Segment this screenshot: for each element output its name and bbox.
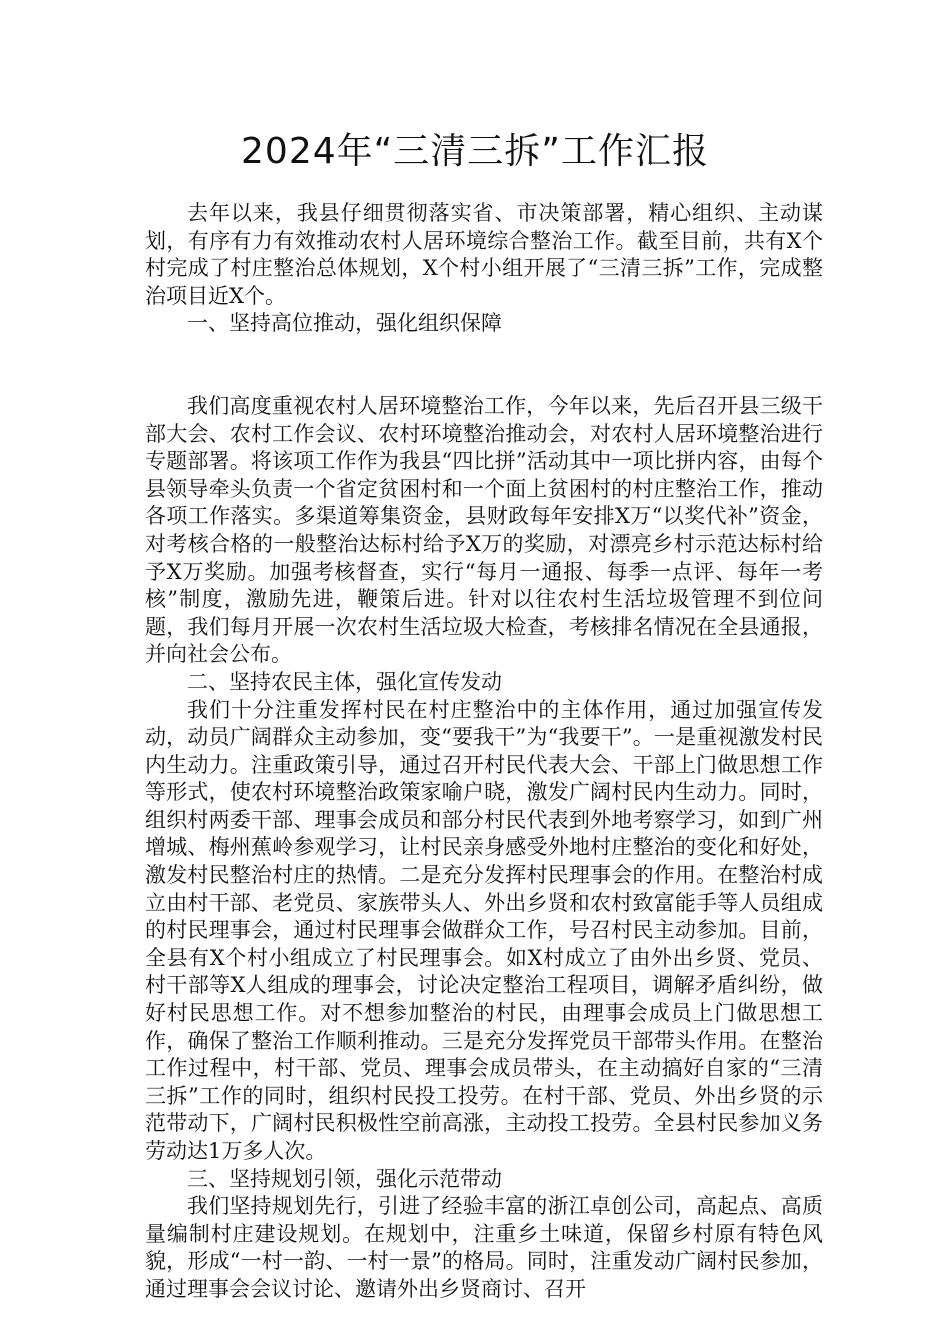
blank-gap — [145, 338, 823, 393]
section-3-heading: 三、坚持规划引领，强化示范带动 — [187, 1166, 502, 1191]
section-1-heading: 一、坚持高位推动，强化组织保障 — [187, 311, 502, 336]
document-body — [145, 200, 823, 1304]
document-title: 2024年“三清三拆”工作汇报 — [241, 131, 709, 172]
section-2-heading: 二、坚持农民主体，强化宣传发动 — [187, 669, 502, 694]
section-1-paragraph: 我们高度重视农村人居环境整治工作，今年以来，先后召开县三级干部大会、农村工作会议、农村环境整治推动会，对农村人居环境整治进行专题部署。将该项工作作为我县“四比拼”活动其中一项比拼内容，由每个县领导牵头负责一个省定贫困村和一个面上贫困村的村庄整治工作，推动各项工作落实。多渠道筹集资金，县财政每年安排X万“以奖代补”资金，对考核合格的一般整治达标村给予X万的奖励，对漂亮乡村示范达标村给予X万奖励。加强考核督查，实行“每月一通报、每季一点评、每年一考核”制度，激励先进，鞭策后进。针对以往农村生活垃圾管理不到位问题，我们每月开展一次农村生活垃圾大检查，考核排名情况在全县通报，并向社会公布。 — [145, 393, 823, 667]
section-3-paragraph: 我们坚持规划先行，引进了经验丰富的浙江卓创公司，高起点、高质量编制村庄建设规划。在规划中，注重乡土味道，保留乡村原有特色风貌，形成“一村一韵、一村一景”的格局。同时，注重发动广阔村民参加，通过理事会会议讨论、邀请外出乡贤商讨、召开 — [145, 1194, 823, 1301]
intro-paragraph: 去年以来，我县仔细贯彻落实省、市决策部署，精心组织、主动谋划，有序有力有效推动农村人居环境综合整治工作。截至目前，共有X个村完成了村庄整治总体规划，X个村小组开展了“三清三拆”工作，完成整治项目近X个。 — [145, 201, 823, 308]
section-2-paragraph: 我们十分注重发挥村民在村庄整治中的主体作用，通过加强宣传发动，动员广阔群众主动参加，变“要我干”为“我要干”。一是重视激发村民内生动力。注重政策引导，通过召开村民代表大会、干部上门做思想工作等形式，使农村环境整治政策家喻户晓，激发广阔村民内生动力。同时，组织村两委干部、理事会成员和部分村民代表到外地考察学习，如到广州增城、梅州蕉岭参观学习，让村民亲身感受外地村庄整治的变化和好处，激发村民整治村庄的热情。二是充分发挥村民理事会的作用。在整治村成立由村干部、老党员、家族带头人、外出乡贤和农村致富能手等人员组成的村民理事会，通过村民理事会做群众工作，号召村民主动参加。目前，全县有X个村小组成立了村民理事会。如X村成立了由外出乡贤、党员、村干部等X人组成的理事会，讨论决定整治工程项目，调解矛盾纠纷，做好村民思想工作。对不想参加整治的村民，由理事会成员上门做思想工作，确保了整治工作顺利推动。三是充分发挥党员干部带头作用。在整治工作过程中，村干部、党员、理事会成员带头，在主动搞好自家的“三清三拆”工作的同时，组织村民投工投劳。在村干部、党员、外出乡贤的示范带动下，广阔村民积极性空前高涨，主动投工投劳。全县村民参加义务劳动达1万多人次。 — [145, 697, 823, 1163]
